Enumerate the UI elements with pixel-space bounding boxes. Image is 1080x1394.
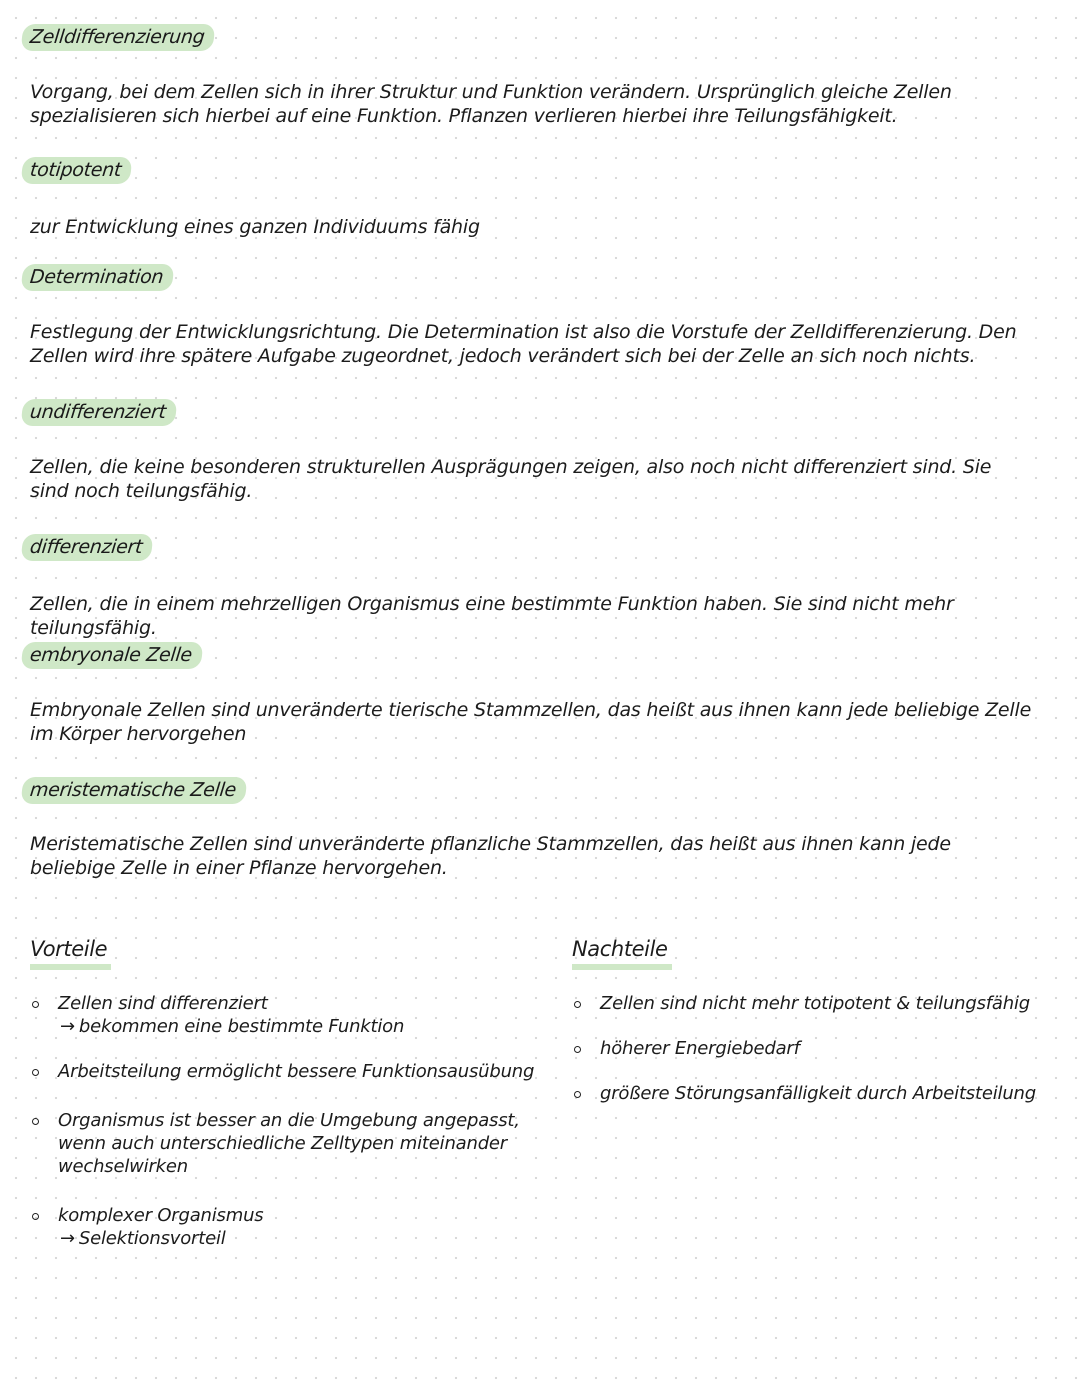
vorteile-item bbox=[30, 992, 550, 1038]
nachteile-item-text: Zellen sind nicht mehr totipotent & teilungsfähig bbox=[600, 993, 1030, 1014]
nachteile-item bbox=[572, 1082, 1052, 1105]
nachteile-item-text: größere Störungsanfälligkeit durch Arbeitsteilung bbox=[600, 1083, 1036, 1104]
definition-zelldifferenzierung: Vorgang, bei dem Zellen sich in ihrer Struktur und Funktion verändern. Ursprünglich gleiche Zellen spezialisieren sich hierbei auf eine Funktion. Pflanzen verlieren hierbei ihre Teilungsfähigkeit. bbox=[30, 81, 952, 127]
bullet-icon bbox=[574, 1091, 581, 1098]
definition-totipotent: zur Entwicklung eines ganzen Individuums fähig bbox=[30, 216, 480, 238]
nachteile-item bbox=[572, 1037, 1052, 1060]
vorteile-item-text: Zellen sind differenziert bbox=[58, 993, 268, 1014]
term-meristematische-zelle: meristematische Zelle bbox=[21, 777, 248, 804]
vorteile-item bbox=[30, 1204, 550, 1250]
definition-differenziert: Zellen, die in einem mehrzelligen Organismus eine bestimmte Funktion haben. Sie sind nicht mehr teilungsfähig. bbox=[30, 593, 954, 639]
term-totipotent: totipotent bbox=[21, 157, 133, 184]
bullet-icon bbox=[32, 1118, 39, 1125]
nachteile-item bbox=[572, 992, 1052, 1015]
vorteile-item-sub: bekommen eine bestimmte Funktion bbox=[78, 1016, 405, 1037]
vorteile-item bbox=[30, 1109, 550, 1178]
term-differenziert: differenziert bbox=[21, 534, 154, 561]
nachteile-list bbox=[572, 992, 1052, 1105]
vorteile-list bbox=[30, 992, 550, 1250]
bullet-icon bbox=[32, 1069, 39, 1076]
definition-meristematische-zelle: Meristematische Zellen sind unveränderte pflanzliche Stammzellen, das heißt aus ihnen kann jede beliebige Zelle in einer Pflanze hervorgehen. bbox=[30, 833, 951, 879]
term-determination: Determination bbox=[21, 264, 175, 291]
nachteile-item-text: höherer Energiebedarf bbox=[600, 1038, 800, 1059]
definition-embryonale-zelle: Embryonale Zellen sind unveränderte tierische Stammzellen, das heißt aus ihnen kann jede beliebige Zelle im Körper hervorgehen bbox=[30, 699, 1032, 745]
bullet-icon bbox=[574, 1046, 581, 1053]
vorteile-item bbox=[30, 1060, 550, 1083]
nachteile-heading: Nachteile bbox=[572, 936, 672, 970]
term-zelldifferenzierung: Zelldifferenzierung bbox=[21, 24, 216, 51]
bullet-icon bbox=[574, 1001, 581, 1008]
bullet-icon bbox=[32, 1213, 39, 1220]
arrow-right-icon: → bbox=[60, 1016, 75, 1037]
bullet-icon bbox=[32, 1001, 39, 1008]
vorteile-item-text: Organismus ist besser an die Umgebung angepasst, wenn auch unterschiedliche Zelltypen miteinander wechselwirken bbox=[58, 1110, 520, 1177]
vorteile-item-sub: Selektionsvorteil bbox=[78, 1228, 226, 1249]
definition-determination: Festlegung der Entwicklungsrichtung. Die Determination ist also die Vorstufe der Zelldifferenzierung. Den Zellen wird ihre spätere Aufgabe zugeordnet, jedoch verändert sich bei der Zelle an sich noch nichts. bbox=[30, 321, 1017, 367]
term-embryonale-zelle: embryonale Zelle bbox=[21, 642, 204, 669]
vorteile-item-text: komplexer Organismus bbox=[58, 1205, 264, 1226]
arrow-right-icon: → bbox=[60, 1228, 75, 1249]
vorteile-item-text: Arbeitsteilung ermöglicht bessere Funktionsausübung bbox=[58, 1061, 535, 1082]
vorteile-heading: Vorteile bbox=[30, 936, 111, 970]
term-undifferenziert: undifferenziert bbox=[21, 399, 178, 426]
definition-undifferenziert: Zellen, die keine besonderen strukturellen Ausprägungen zeigen, also noch nicht differenziert sind. Sie sind noch teilungsfähig. bbox=[30, 456, 992, 502]
